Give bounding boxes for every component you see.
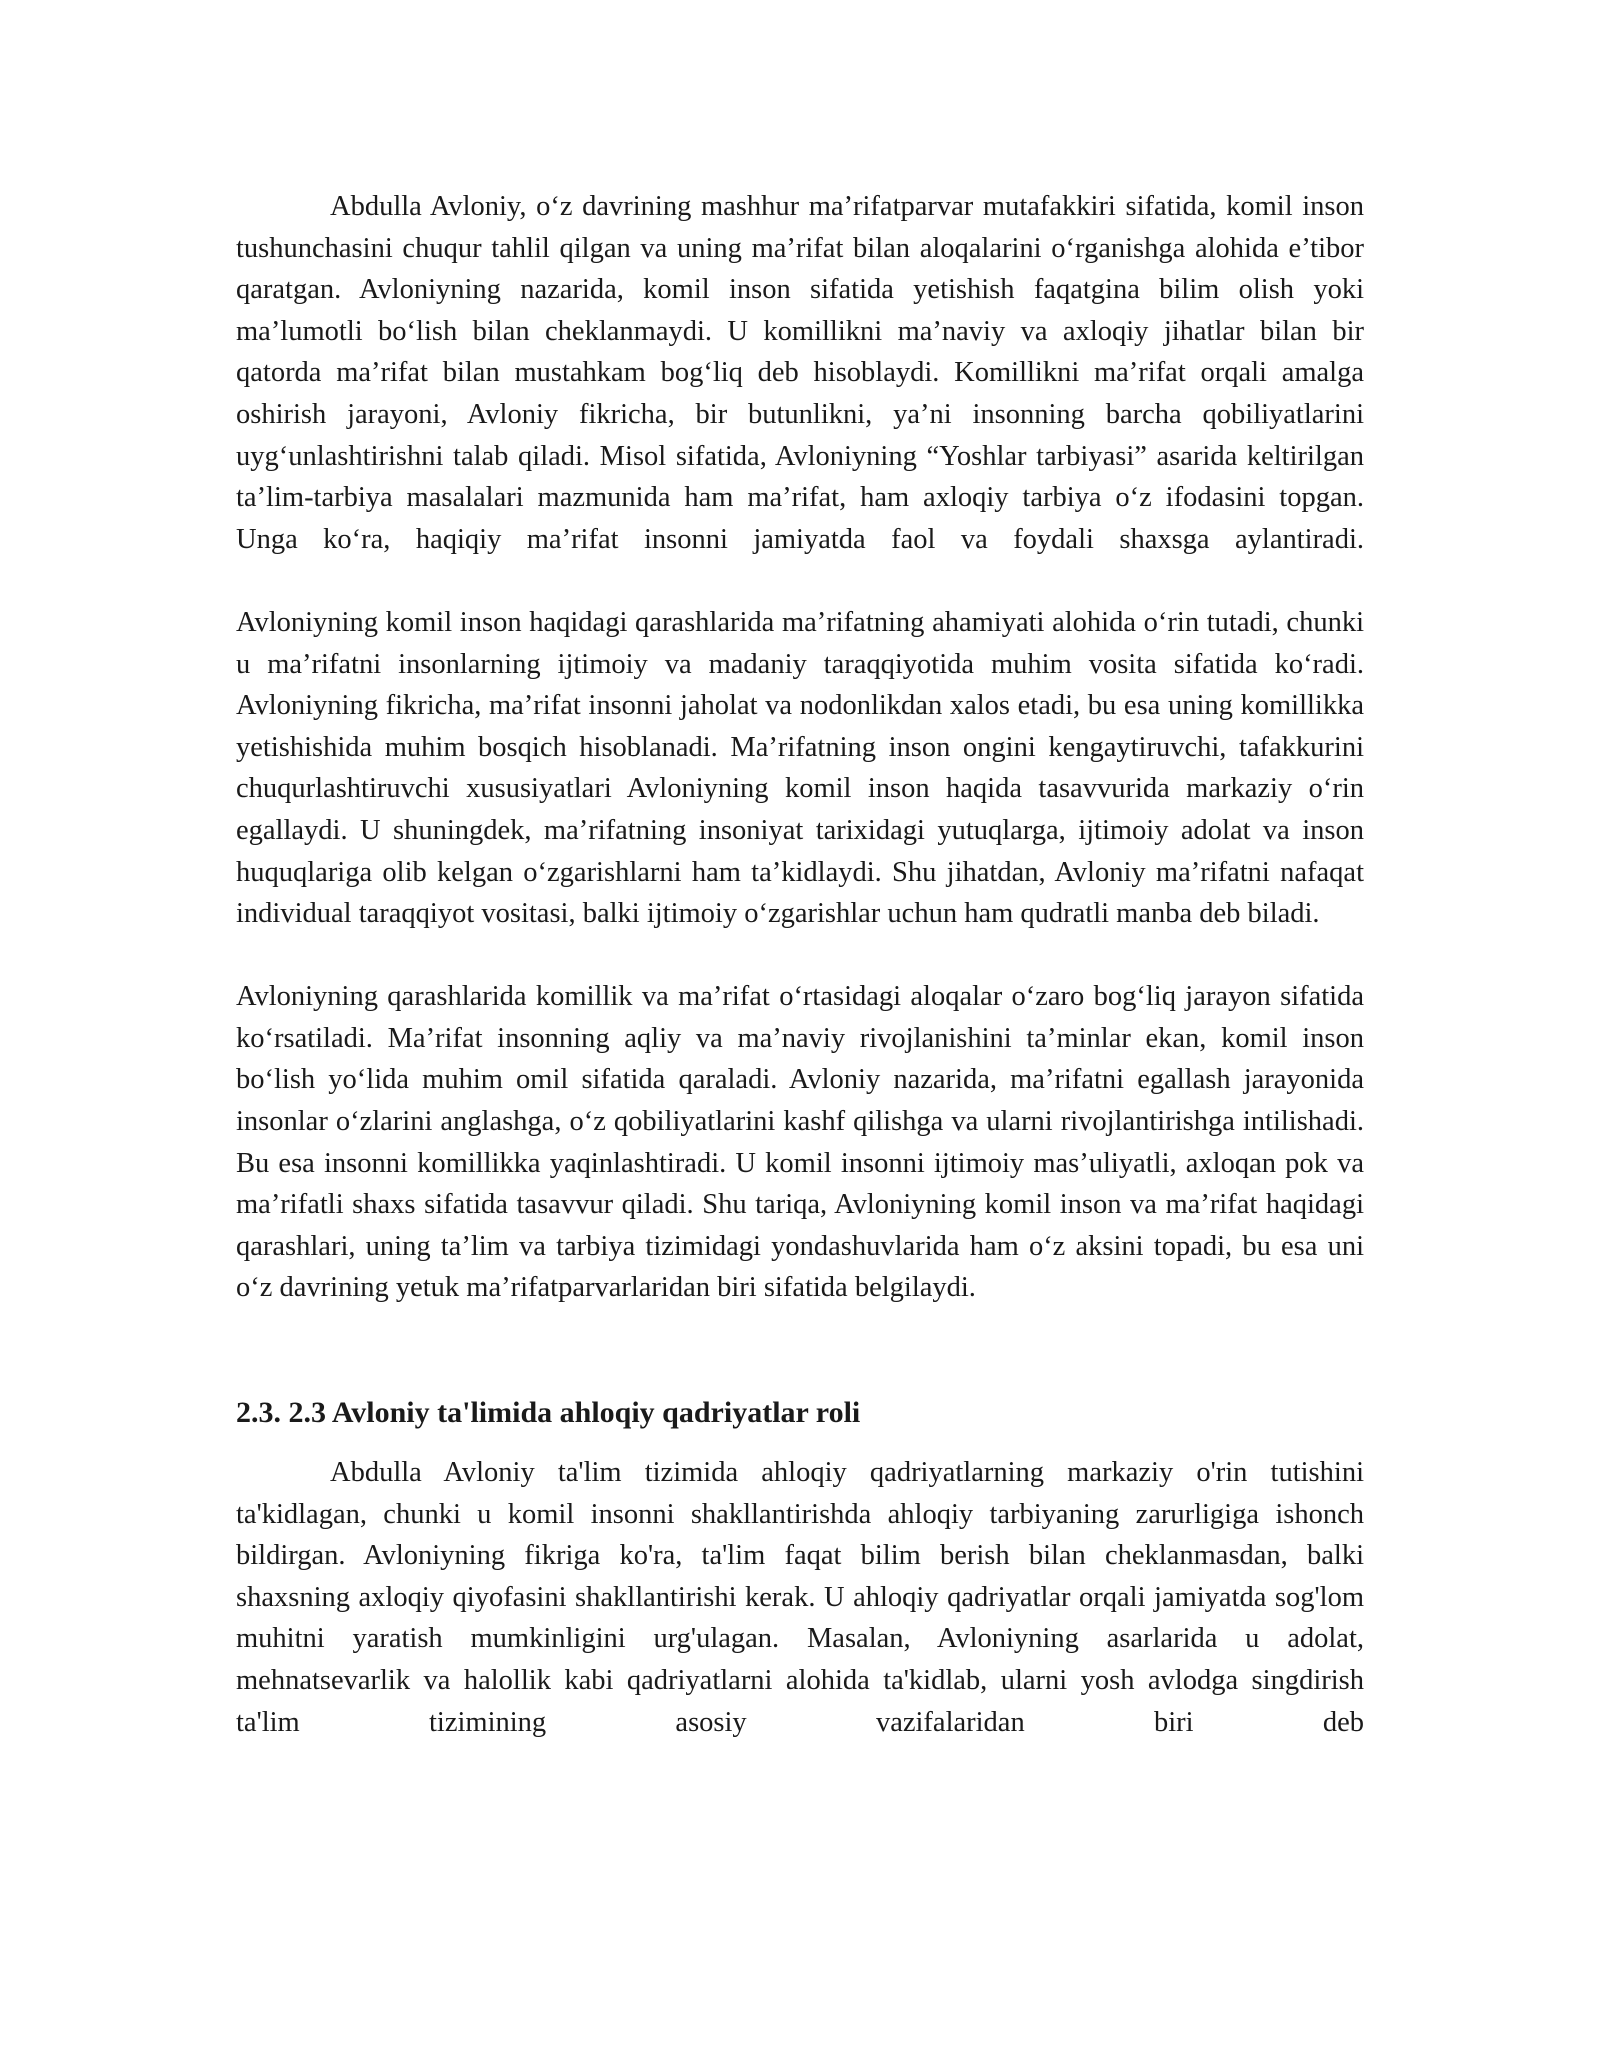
paragraph-3: Avloniyning qarashlarida komillik va ma’rifat o‘rtasidagi aloqalar o‘zaro bog‘liq jarayon sifatida ko‘rsatiladi. Ma’rifat insonning aqliy va ma’naviy rivojlanishini ta’minlar ekan, komil inson bo‘lish yo‘lida muhim omil sifatida qaraladi. Avloniy nazarida, ma’rifatni egallash jarayonida insonlar o‘zlarini anglashga, o‘z qobiliyatlarini kashf qilishga va ularni rivojlantirishga intilishadi. Bu esa insonni komillikka yaqinlashtiradi. U komil insonni ijtimoiy mas’uliyatli, axloqan pok va ma’rifatli shaxs sifatida tasavvur qiladi. Shu tariqa, Avloniyning komil inson va ma’rifat haqidagi qarashlari, uning ta’lim va tarbiya tizimidagi yondashuvlarida ham o‘z aksini topadi, bu esa uni o‘z davrining yetuk ma’rifatparvarlaridan biri sifatida belgilaydi. <box>236 981 1364 1304</box>
section-heading: 2.3. 2.3 Avloniy ta'limida ahloqiy qadriyatlar roli <box>236 1396 861 1430</box>
paragraph-spacer <box>236 560 1364 602</box>
paragraph-2: Avloniyning komil inson haqidagi qarashlarida ma’rifatning ahamiyati alohida o‘rin tutadi, chunki u ma’rifatni insonlarning ijtimoiy va madaniy taraqqiyotida muhim vosita sifatida ko‘radi. Avloniyning fikricha, ma’rifat insonni jaholat va nodonlikdan xalos etadi, bu esa uning komillikka yetishishida muhim bosqich hisoblanadi. Ma’rifatning inson ongini kengaytiruvchi, tafakkurini chuqurlashtiruvchi xususiyatlari Avloniyning komil inson haqida tasavvurida markaziy o‘rin egallaydi. U shuningdek, ma’rifatning insoniyat tarixidagi yutuqlarga, ijtimoiy adolat va inson huquqlariga olib kelgan o‘zgarishlarni ham ta’kidlaydi. Shu jihatdan, Avloniy ma’rifatni nafaqat individual taraqqiyot vositasi, balki ijtimoiy o‘zgarishlar uchun ham qudratli manba deb biladi. <box>236 606 1364 930</box>
section-spacer <box>236 1309 1364 1392</box>
paragraph-spacer <box>236 935 1364 977</box>
heading-spacer <box>236 1434 1364 1452</box>
paragraph-4: Abdulla Avloniy ta'lim tizimida ahloqiy qadriyatlarning markaziy o'rin tutishini ta'kidlagan, chunki u komil insonni shakllantirishda ahloqiy tarbiyaning zarurligiga ishonch bildirgan. Avloniyning fikriga ko'ra, ta'lim faqat bilim berish bilan cheklanmasdan, balki shaxsning axloqiy qiyofasini shakllantirishi kerak. U ahloqiy qadriyatlar orqali jamiyatda sog'lom muhitni yaratish mumkinligini urg'ulagan. Masalan, Avloniyning asarlarida u adolat, mehnatsevarlik va halollik kabi qadriyatlarni alohida ta'kidlab, ularni yosh avlodga singdirish ta'lim tizimining asosiy vazifalaridan biri deb <box>236 1457 1364 1738</box>
paragraph-1: Abdulla Avloniy, o‘z davrining mashhur ma’rifatparvar mutafakkiri sifatida, komil inson tushunchasini chuqur tahlil qilgan va uning ma’rifat bilan aloqalarini o‘rganishga alohida e’tibor qaratgan. Avloniyning nazarida, komil inson sifatida yetishish faqatgina bilim olish yoki ma’lumotli bo‘lish bilan cheklanmaydi. U komillikni ma’naviy va axloqiy jihatlar bilan bir qatorda ma’rifat bilan mustahkam bog‘liq deb hisoblaydi. Komillikni ma’rifat orqali amalga oshirish jarayoni, Avloniy fikricha, bir butunlikni, ya’ni insonning barcha qobiliyatlarini uyg‘unlashtirishni talab qiladi. Misol sifatida, Avloniyning “Yoshlar tarbiyasi” asarida keltirilgan ta’lim-tarbiya masalalari mazmunida ham ma’rifat, ham axloqiy tarbiya o‘z ifodasini topgan. Unga ko‘ra, haqiqiy ma’rifat insonni jamiyatda faol va foydali shaxsga aylantiradi. <box>236 191 1364 555</box>
document-page <box>236 186 1364 1743</box>
